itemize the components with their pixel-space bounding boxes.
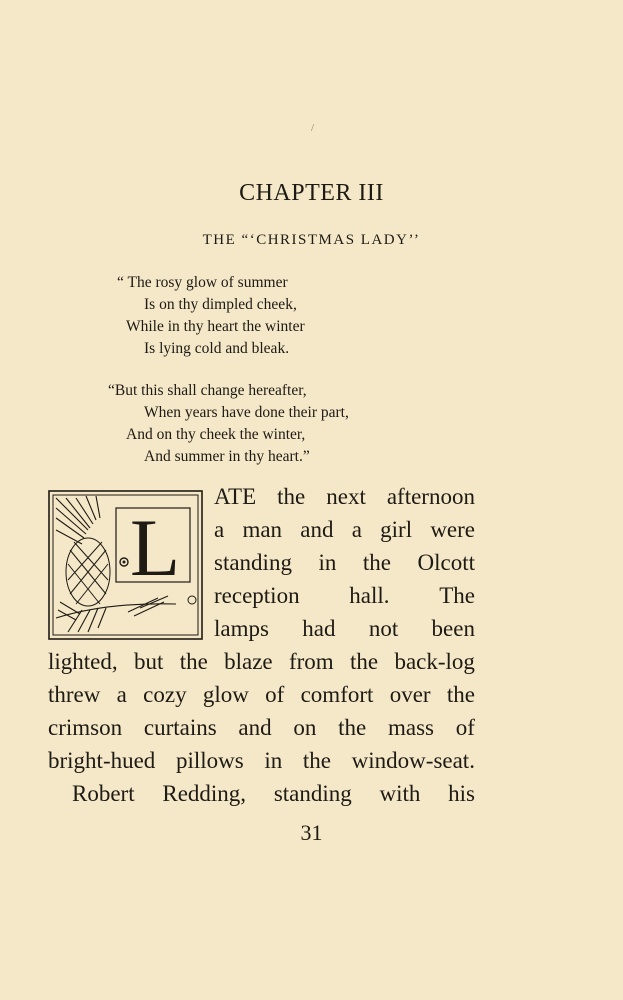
prose-word: of: [265, 682, 285, 707]
prose-word: curtains: [143, 715, 217, 740]
prose-word: a: [116, 682, 127, 707]
poem-line: And summer in thy heart.”: [144, 448, 310, 465]
page-number: 31: [300, 820, 323, 845]
prose-word: blaze: [224, 649, 273, 674]
prose-word: his: [448, 781, 475, 806]
prose-word: been: [431, 616, 475, 641]
prose-line: [48, 748, 475, 774]
prose-word: of: [455, 715, 475, 740]
prose-line: [214, 583, 475, 609]
prose-word: in: [318, 550, 337, 575]
chapter-title: CHAPTER III: [239, 180, 384, 206]
prose-word: Robert: [72, 781, 135, 806]
prose-word: the: [277, 484, 306, 509]
poem-line: “ The rosy glow of summer: [117, 274, 288, 291]
prose-word: from: [288, 649, 334, 674]
prose-word: the: [179, 649, 208, 674]
margin-mark: /: [311, 122, 315, 134]
prose-word: the: [338, 715, 367, 740]
prose-word: standing: [214, 550, 292, 575]
prose-word: girl: [380, 517, 413, 542]
prose-word: not: [368, 616, 399, 641]
poem-line: Is lying cold and bleak.: [144, 340, 290, 357]
prose-word: were: [430, 517, 475, 542]
prose-word: pillows: [175, 748, 244, 773]
prose-line: [48, 715, 475, 741]
prose-word: mass: [388, 715, 434, 740]
prose-word: and: [238, 715, 272, 740]
prose-word: over: [389, 682, 431, 707]
prose-word: threw: [48, 682, 101, 707]
prose-word: lamps: [214, 616, 269, 641]
prose-word: the: [362, 550, 391, 575]
prose-line: [48, 682, 475, 708]
prose-word: cozy: [143, 682, 187, 707]
poem-line: And on thy cheek the winter,: [126, 426, 306, 443]
pine-branch-ornament-icon: [48, 490, 203, 640]
prose-word: ATE: [214, 484, 257, 509]
poem-line: While in thy heart the winter: [126, 318, 305, 335]
poem-line: Is on thy dimpled cheek,: [144, 296, 297, 313]
prose-word: lighted,: [48, 649, 118, 674]
prose-word: The: [439, 583, 475, 608]
prose-word: the: [302, 748, 332, 773]
prose-word: bright-hued: [48, 748, 156, 773]
prose-word: a: [351, 517, 362, 542]
prose-word: and: [300, 517, 334, 542]
chapter-subtitle: THE “‘CHRISTMAS LADY’’: [202, 232, 421, 248]
decorative-dropcap: [48, 490, 203, 640]
prose-line: [214, 484, 475, 510]
prose-word: on: [293, 715, 317, 740]
prose-word: window-seat.: [351, 748, 475, 773]
prose-word: reception: [214, 583, 300, 608]
prose-word: with: [379, 781, 421, 806]
prose-line: [214, 517, 475, 543]
prose-word: comfort: [300, 682, 374, 707]
poem-line: “But this shall change hereafter,: [108, 382, 307, 399]
prose-word: Redding,: [162, 781, 247, 806]
prose-line: [214, 616, 475, 642]
poem-line: When years have done their part,: [144, 404, 349, 421]
prose-word: next: [326, 484, 366, 509]
prose-word: Olcott: [417, 550, 475, 575]
prose-word: man: [242, 517, 283, 542]
prose-word: had: [302, 616, 336, 641]
prose-line: [214, 550, 475, 576]
prose-word: back-log: [394, 649, 475, 674]
prose-word: the: [446, 682, 475, 707]
dropcap-letter: L: [129, 502, 181, 593]
prose-word: hall.: [349, 583, 390, 608]
prose-word: the: [350, 649, 379, 674]
prose-word: crimson: [48, 715, 123, 740]
prose-word: but: [133, 649, 164, 674]
prose-word: a: [214, 517, 225, 542]
prose-line: [48, 649, 475, 675]
prose-word: standing: [273, 781, 352, 806]
prose-line: [72, 781, 475, 807]
prose-word: in: [264, 748, 283, 773]
prose-word: glow: [202, 682, 249, 707]
prose-word: afternoon: [386, 484, 475, 509]
